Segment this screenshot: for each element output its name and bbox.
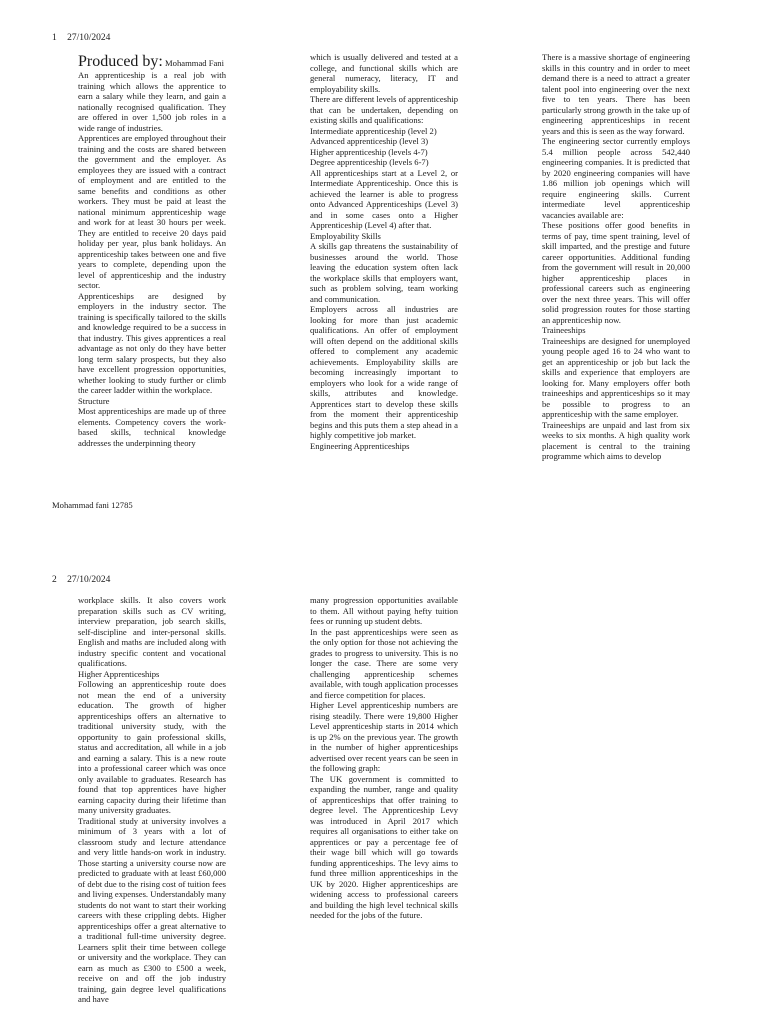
paragraph: Traditional study at university involves a minimum of 3 years with a lot of classroom study and lecture attendance and very little hands-on work in industry. Those starting a university course now are predicted to graduate with at least £60,000 of debt due to the rising cost of tuition fees and living expenses. Understandably many students do not want to start their working careers with these crippling debts. Higher apprenticeships offer a great alternative to a traditional full-time university degree. Learners split their time between college or university and the workplace. They can earn as much as £300 to £500 a week, receive on and off the job industry training, gain degree level qualifications and have (78, 815, 226, 1004)
section-heading: Degree apprenticeship (levels 6-7) (310, 157, 429, 167)
paragraph: A skills gap threatens the sustainability of businesses around the world. Those leaving the education system often lack the workplace skills that employers want, such as problem solving, team working and communication. (310, 241, 458, 304)
paragraph: There is a massive shortage of engineering skills in this country and in order to meet demand there is a need to attract a greater talent pool into engineering over the next five to ten years. There has been particularly strong growth in the take up of engineering apprenticeships in recent years and this is seen as the way forward. (542, 52, 690, 136)
paragraph: Most apprenticeships are made up of three elements. Competency covers the work-based skills, technical knowledge addresses the underpinning theory (78, 406, 226, 448)
page-number: 2 (52, 575, 57, 585)
section-heading: Engineering Apprenticeships (310, 440, 410, 451)
paragraph: These positions offer good benefits in terms of pay, time spent training, level of skill imparted, and the prestige and future career opportunities. Additional funding from the government will result in 20,000 higher apprenticeship places in professional careers such as engineering over the next three years. This will offer solid progression routes for those starting an apprenticeship now. (542, 220, 690, 325)
paragraph: Higher Level apprenticeship numbers are rising steadily. There were 19,800 Higher Level apprenticeship starts in 2014 which is up 2% on the previous year. The growth in the number of higher apprenticeships advertised over recent years can be seen in the following graph: (310, 700, 458, 773)
paragraph: many progression opportunities available to them. All without paying hefty tuition fees or running up student debts. (310, 595, 458, 626)
paragraph: Traineeships are designed for unemployed young people aged 16 to 24 who want to get an apprenticeship or job but lack the skills and experience that employers are looking for. Many employers offer both traineeships and apprenticeships so it may be possible to progress to an apprenticeship with the same employer. (542, 335, 690, 419)
paragraph: Apprenticeships are designed by employers in the industry sector. The training is specifically tailored to the skills and knowledge required to be a success in that industry. This gives apprentices a real advantage as not only do they have better long term salary prospects, but they also have excellent progression opportunities, whether looking to study further or climb the career ladder within the workplace. (78, 290, 226, 395)
page-header-1 (52, 32, 118, 44)
section-heading: Employability Skills (310, 230, 381, 241)
page2-column-1 (78, 595, 226, 1024)
section-heading: Higher Apprenticeships (78, 668, 160, 679)
paragraph: Apprentices are employed throughout their training and the costs are shared between the government and the employer. As employees they are issued with a contract of employment and are entitled to the same benefits and conditions as other workers. They must be paid at least the national minimum apprenticeship wage and work for at least 30 hours per week. They are entitled to receive 20 days paid holiday per year, plus bank holidays. An apprenticeship takes between one and five years to complete, depending upon the level of apprenticeship and the industry sector. (78, 133, 226, 290)
page-footer: Mohammad fani 12785 (52, 500, 133, 510)
page2-column-2 (310, 595, 458, 975)
section-heading: Intermediate apprenticeship (level 2) (310, 125, 437, 136)
paragraph: Following an apprenticeship route does not mean the end of a university education. The growth of higher apprenticeships offers an alternative to traditional university study, with the opportunity to gain professional skills, status and accreditation, all while in a job and earning a salary. This is a new route into a professional career which was once only available to graduates. Research has found that top apprentices have higher earning capacity during their lifetime than many university graduates. (78, 679, 226, 815)
paragraph: Traineeships are unpaid and last from six weeks to six months. A high quality work placement is central to the training programme which aims to develop (542, 419, 690, 461)
section-heading: Traineeships (542, 325, 586, 335)
paragraph: Employers across all industries are looking for more than just academic qualifications. An offer of employment will often depend on the additional skills offered to complement any academic achievements. Employability skills are becoming increasingly important to employers who look for a wide range of skills, attributes and knowledge. Apprentices start to develop these skills from the moment their apprenticeship begins and this puts them a step ahead in a highly competitive job market. (310, 304, 458, 440)
paragraph: workplace skills. It also covers work preparation skills such as CV writing, interview preparation, job search skills, self-discipline and inter-personal skills. English and maths are included along with industry specific content and vocational qualifications. (78, 595, 226, 668)
paragraph: There are different levels of apprenticeship that can be undertaken, depending on existing skills and qualifications: (310, 94, 458, 125)
paragraph: The UK government is committed to expanding the number, range and quality of apprenticeships that offer training to degree level. The Apprenticeship Levy was introduced in April 2017 which requires all organisations to either take on apprentices or pay a percentage fee of their wage bill which will go towards funding apprenticeships. The levy aims to fund three million apprenticeships in the UK by 2020. Higher apprenticeships are widening access to professional careers and building the high level technical skills needed for the jobs of the future. (310, 773, 458, 920)
produced-by-label: Produced by: (78, 54, 163, 70)
page-header-2 (52, 574, 118, 586)
paragraph: which is usually delivered and tested at a college, and functional skills which are general numeracy, literacy, IT and employability skills. (310, 52, 458, 94)
page1-column-2 (310, 52, 458, 484)
page-date: 27/10/2024 (67, 575, 111, 585)
author-name: Mohammad Fani (165, 58, 224, 68)
page1-column-3 (542, 52, 690, 484)
paragraph: All apprenticeships start at a Level 2, or Intermediate Apprenticeship. Once this is achieved the learner is able to progress onto Advanced Apprenticeships (Level 3) and in some cases onto a Higher Apprenticeship (Level 4) after that. (310, 167, 458, 230)
page1-column-1 (78, 54, 226, 482)
paragraph: The engineering sector currently employs 5.4 million people across 542,440 engineering companies. It is predicted that by 2020 engineering companies will have 1.86 million job openings which will require engineering skills. Current intermediate level apprenticeship vacancies available are: (542, 136, 690, 220)
section-heading: Structure (78, 395, 110, 406)
produced-by (78, 54, 226, 70)
section-heading: Higher apprenticeship (levels 4-7) (310, 146, 428, 157)
page-number: 1 (52, 33, 57, 43)
page-date: 27/10/2024 (67, 33, 111, 43)
paragraph: An apprenticeship is a real job with training which allows the apprentice to earn a salary while they learn, and gain a nationally recognised qualification. They are offered in over 1,500 job roles in a wide range of industries. (78, 70, 226, 133)
paragraph: In the past apprenticeships were seen as the only option for those not achieving the grades to progress to university. This is no longer the case. There are some very challenging apprenticeship schemes available, with tough application processes and fierce competition for places. (310, 626, 458, 700)
section-heading: Advanced apprenticeship (level 3) (310, 136, 429, 146)
